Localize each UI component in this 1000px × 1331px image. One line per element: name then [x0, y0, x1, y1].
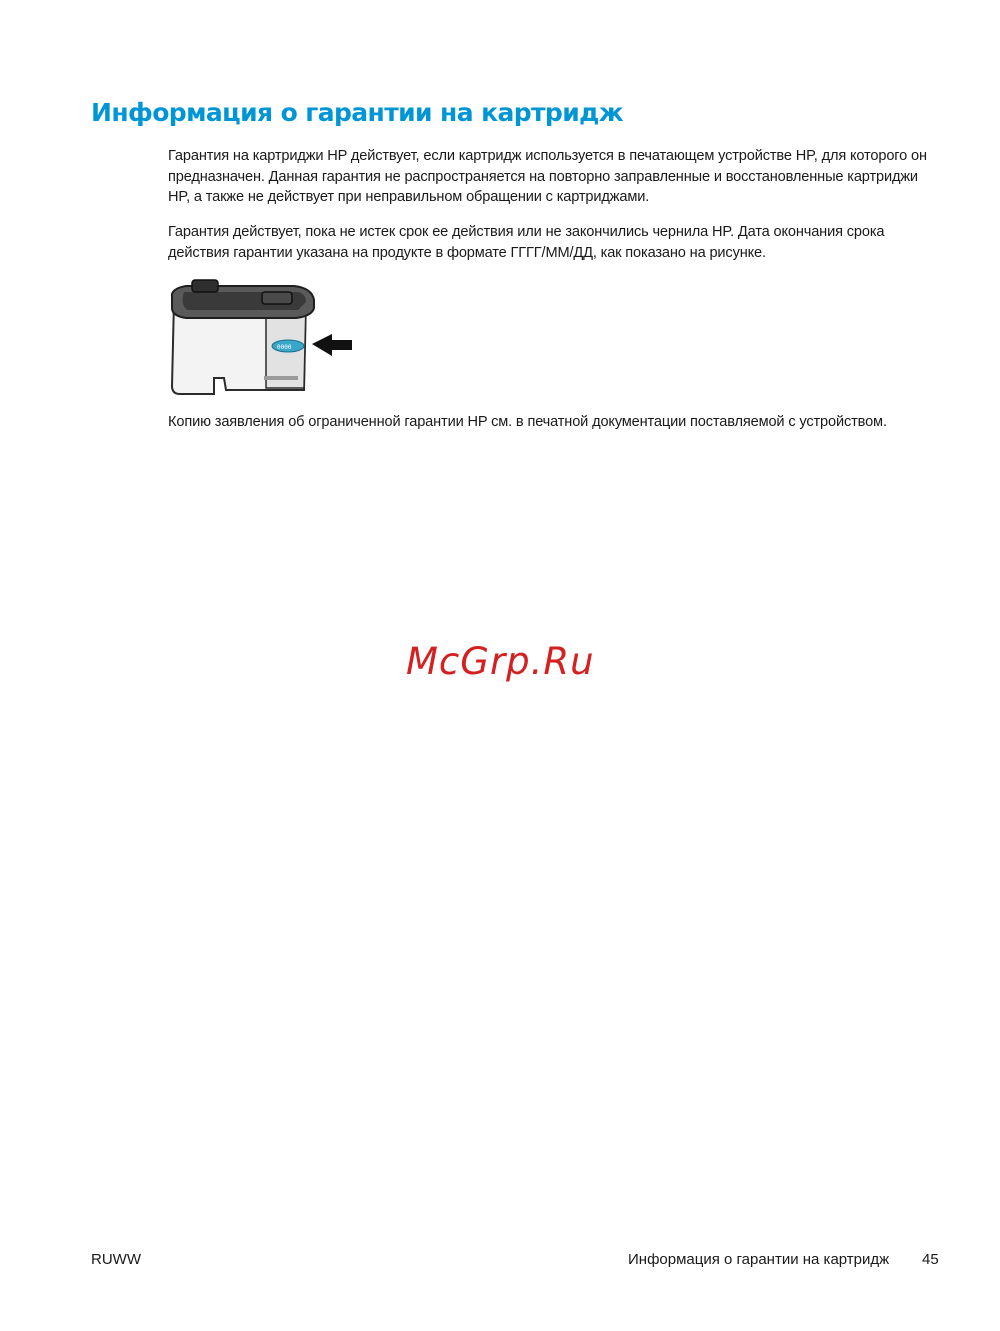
footer-section-title: Информация о гарантии на картридж	[628, 1251, 890, 1268]
barcode-strip	[264, 376, 298, 380]
warranty-paragraph-3: Копию заявления об ограниченной гарантии HP см. в печатной документации поставляемой с устройством.	[168, 414, 887, 430]
page-title: Информация о гарантии на картридж	[91, 98, 624, 127]
cartridge-tab-right	[262, 292, 292, 304]
cartridge-illustration	[166, 278, 356, 398]
cartridge-tab-left	[192, 280, 218, 292]
footer-locale-code: RUWW	[91, 1251, 141, 1268]
watermark: McGrp.Ru	[406, 640, 595, 683]
arrow-icon	[312, 334, 352, 356]
warranty-paragraph-2: Гарантия действует, пока не истек срок ее действия или не закончились чернила HP. Дата окончания срока действия гарантии указана на продукте в формате ГГГГ/ММ/ДД, как показано на рисунке.	[168, 224, 885, 261]
footer-page-number: 45	[922, 1251, 939, 1268]
svg-text:0000: 0000	[277, 344, 292, 351]
warranty-paragraph-1: Гарантия на картриджи HP действует, если картридж используется в печатающем устройстве HP, для которого он предназначен. Данная гарантия не распространяется на повторно заправленные и восстановленные картриджи HP, а также не действует при неправильном обращении с картриджами.	[168, 148, 927, 205]
